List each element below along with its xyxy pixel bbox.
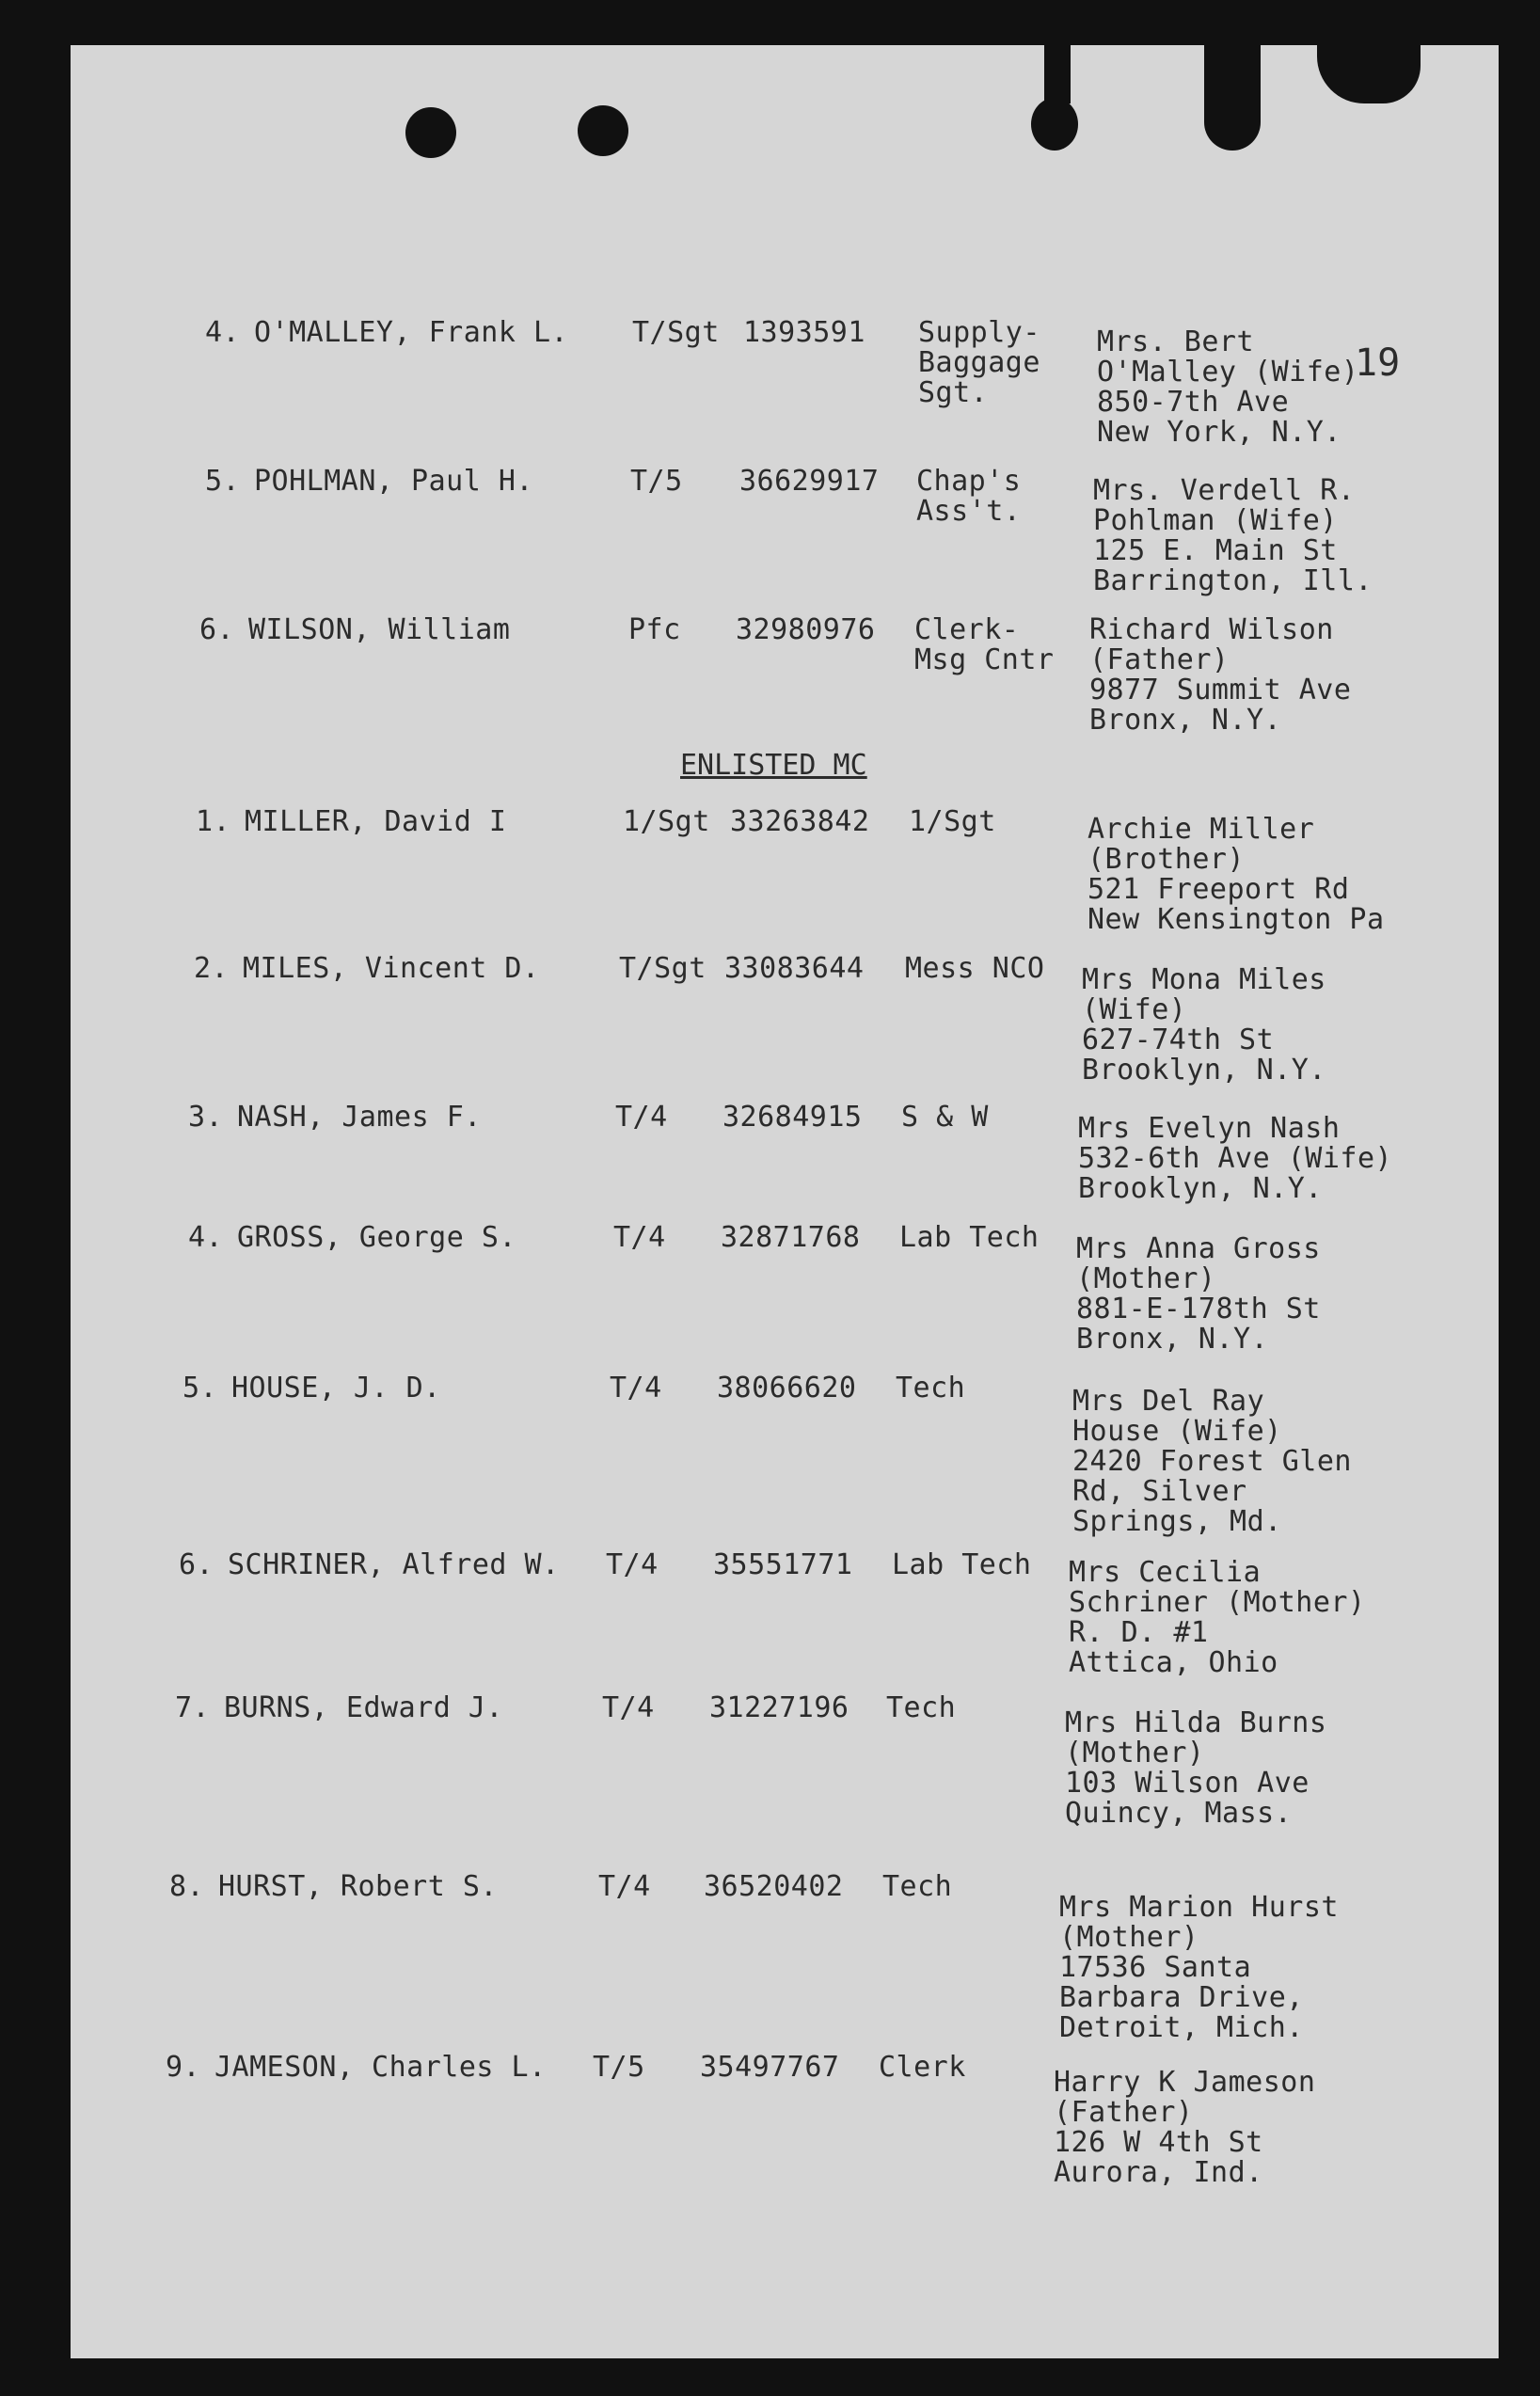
entry-address-line: Mrs Del Ray	[1072, 1385, 1265, 1418]
entry-number: 7.	[175, 1691, 211, 1724]
entry-address-line: (Mother)	[1059, 1921, 1199, 1954]
entry-address-line: 850-7th Ave	[1097, 386, 1290, 419]
entry-address-line: Richard Wilson	[1089, 613, 1334, 646]
entry-address-line: Brooklyn, N.Y.	[1082, 1054, 1326, 1087]
entry-number: 1.	[196, 805, 231, 838]
entry-address-line: Aurora, Ind.	[1054, 2156, 1263, 2189]
entry-rank: T/5	[630, 465, 683, 498]
entry-duty-line: Chap's	[916, 465, 1022, 498]
entry-duty-line: Lab Tech	[892, 1548, 1032, 1581]
entry-rank: T/4	[613, 1221, 666, 1254]
entry-address-line: 881-E-178th St	[1076, 1293, 1321, 1325]
entry-name: HURST, Robert S.	[218, 1870, 498, 1903]
entry-address-line: Mrs Anna Gross	[1076, 1232, 1321, 1265]
punch-hole-right	[1031, 98, 1078, 151]
section-heading: ENLISTED MC	[680, 749, 867, 782]
entry-serial: 33083644	[724, 952, 865, 985]
entry-rank: 1/Sgt	[623, 805, 710, 838]
entry-serial: 32684915	[722, 1101, 863, 1134]
entry-address-line: Mrs Mona Miles	[1082, 963, 1326, 996]
entry-serial: 36520402	[704, 1870, 844, 1903]
entry-serial: 32980976	[736, 613, 876, 646]
entry-address-line: Bronx, N.Y.	[1076, 1323, 1269, 1356]
entry-duty-line: Tech	[896, 1372, 966, 1404]
entry-name: JAMESON, Charles L.	[214, 2051, 547, 2084]
entry-address-line: Mrs Evelyn Nash	[1078, 1112, 1341, 1145]
entry-address-line: (Mother)	[1076, 1262, 1216, 1295]
entry-name: MILES, Vincent D.	[243, 952, 540, 985]
entry-name: BURNS, Edward J.	[224, 1691, 503, 1724]
entry-address-line: R. D. #1	[1069, 1616, 1209, 1649]
entry-rank: T/4	[610, 1372, 662, 1404]
punch-hole-center	[578, 105, 628, 156]
entry-name: GROSS, George S.	[237, 1221, 516, 1254]
entry-duty-line: Tech	[882, 1870, 953, 1903]
entry-number: 3.	[188, 1101, 224, 1134]
entry-duty-line: S & W	[901, 1101, 989, 1134]
entry-rank: Pfc	[628, 613, 681, 646]
entry-number: 4.	[205, 316, 241, 349]
entry-address-line: House (Wife)	[1072, 1415, 1282, 1448]
entry-number: 6.	[199, 613, 235, 646]
entry-duty-line: Clerk-	[914, 613, 1020, 646]
entry-duty-line: Clerk	[879, 2051, 966, 2084]
entry-address-line: Rd, Silver	[1072, 1475, 1247, 1508]
entry-number: 6.	[179, 1548, 214, 1581]
entry-address-line: Quincy, Mass.	[1065, 1797, 1293, 1830]
entry-serial: 36629917	[739, 465, 880, 498]
entry-serial: 38066620	[717, 1372, 857, 1404]
entry-address-line: 103 Wilson Ave	[1065, 1767, 1310, 1800]
entry-serial: 31227196	[709, 1691, 849, 1724]
entry-name: SCHRINER, Alfred W.	[228, 1548, 560, 1581]
entry-name: POHLMAN, Paul H.	[254, 465, 533, 498]
entry-address-line: Barrington, Ill.	[1093, 564, 1373, 597]
entry-name: O'MALLEY, Frank L.	[254, 316, 569, 349]
entry-serial: 35497767	[700, 2051, 840, 2084]
entry-address-line: Barbara Drive,	[1059, 1981, 1304, 2014]
entry-address-line: Detroit, Mich.	[1059, 2011, 1304, 2044]
entry-rank: T/Sgt	[632, 316, 720, 349]
entry-address-line: (Brother)	[1088, 843, 1246, 876]
entry-address-line: 17536 Santa	[1059, 1951, 1252, 1984]
entry-rank: T/4	[598, 1870, 651, 1903]
entry-address-line: Bronx, N.Y.	[1089, 704, 1282, 737]
entry-duty-line: Baggage	[918, 346, 1040, 379]
entry-duty-line: Ass't.	[916, 495, 1022, 528]
entry-rank: T/Sgt	[619, 952, 706, 985]
entry-rank: T/4	[602, 1691, 655, 1724]
entry-name: WILSON, William	[248, 613, 511, 646]
entry-address-line: (Wife)	[1082, 993, 1187, 1026]
entry-address-line: 521 Freeport Rd	[1088, 873, 1350, 906]
entry-name: MILLER, David I	[245, 805, 507, 838]
entry-address-line: Mrs. Bert	[1097, 325, 1255, 358]
entry-address-line: Mrs. Verdell R.	[1093, 474, 1356, 507]
entry-serial: 33263842	[730, 805, 870, 838]
entry-duty-line: Lab Tech	[899, 1221, 1040, 1254]
entry-duty-line: 1/Sgt	[909, 805, 996, 838]
entry-address-line: New Kensington Pa	[1088, 903, 1385, 936]
entry-number: 5.	[183, 1372, 218, 1404]
entry-serial: 32871768	[721, 1221, 861, 1254]
entry-address-line: New York, N.Y.	[1097, 416, 1342, 449]
entry-duty-line: Supply-	[918, 316, 1040, 349]
entry-address-line: 126 W 4th St	[1054, 2126, 1263, 2159]
entry-number: 4.	[188, 1221, 224, 1254]
entry-number: 8.	[169, 1870, 205, 1903]
page-number: 19	[1355, 341, 1401, 385]
entry-address-line: Archie Miller	[1088, 813, 1315, 846]
entry-address-line: Springs, Md.	[1072, 1505, 1282, 1538]
entry-address-line: 532-6th Ave (Wife)	[1078, 1142, 1393, 1175]
entry-address-line: 125 E. Main St	[1093, 534, 1338, 567]
entry-address-line: Harry K Jameson	[1054, 2066, 1316, 2099]
entry-duty-line: Mess NCO	[905, 952, 1045, 985]
entry-address-line: 627-74th St	[1082, 1023, 1275, 1056]
entry-rank: T/5	[593, 2051, 645, 2084]
entry-number: 5.	[205, 465, 241, 498]
entry-address-line: 2420 Forest Glen	[1072, 1445, 1352, 1478]
entry-address-line: 9877 Summit Ave	[1089, 674, 1352, 706]
entry-address-line: Attica, Ohio	[1069, 1646, 1278, 1679]
entry-duty-line: Msg Cntr	[914, 643, 1055, 676]
entry-address-line: Pohlman (Wife)	[1093, 504, 1338, 537]
entry-address-line: O'Malley (Wife)	[1097, 356, 1359, 389]
entry-address-line: Mrs Marion Hurst	[1059, 1891, 1339, 1924]
entry-duty-line: Tech	[886, 1691, 957, 1724]
entry-address-line: (Father)	[1089, 643, 1230, 676]
entry-serial: 1393591	[743, 316, 865, 349]
entry-number: 2.	[194, 952, 230, 985]
punch-hole-left	[405, 107, 456, 158]
torn-edge	[1204, 38, 1261, 151]
entry-address-line: Schriner (Mother)	[1069, 1586, 1366, 1619]
entry-serial: 35551771	[713, 1548, 853, 1581]
entry-number: 9.	[166, 2051, 201, 2084]
entry-rank: T/4	[615, 1101, 668, 1134]
entry-rank: T/4	[606, 1548, 659, 1581]
entry-address-line: Brooklyn, N.Y.	[1078, 1172, 1323, 1205]
entry-address-line: (Mother)	[1065, 1737, 1205, 1769]
torn-edge	[1044, 38, 1071, 103]
entry-name: HOUSE, J. D.	[231, 1372, 441, 1404]
entry-address-line: (Father)	[1054, 2096, 1194, 2129]
entry-address-line: Mrs Cecilia	[1069, 1556, 1262, 1589]
entry-duty-line: Sgt.	[918, 376, 989, 409]
entry-address-line: Mrs Hilda Burns	[1065, 1706, 1327, 1739]
entry-name: NASH, James F.	[237, 1101, 482, 1134]
